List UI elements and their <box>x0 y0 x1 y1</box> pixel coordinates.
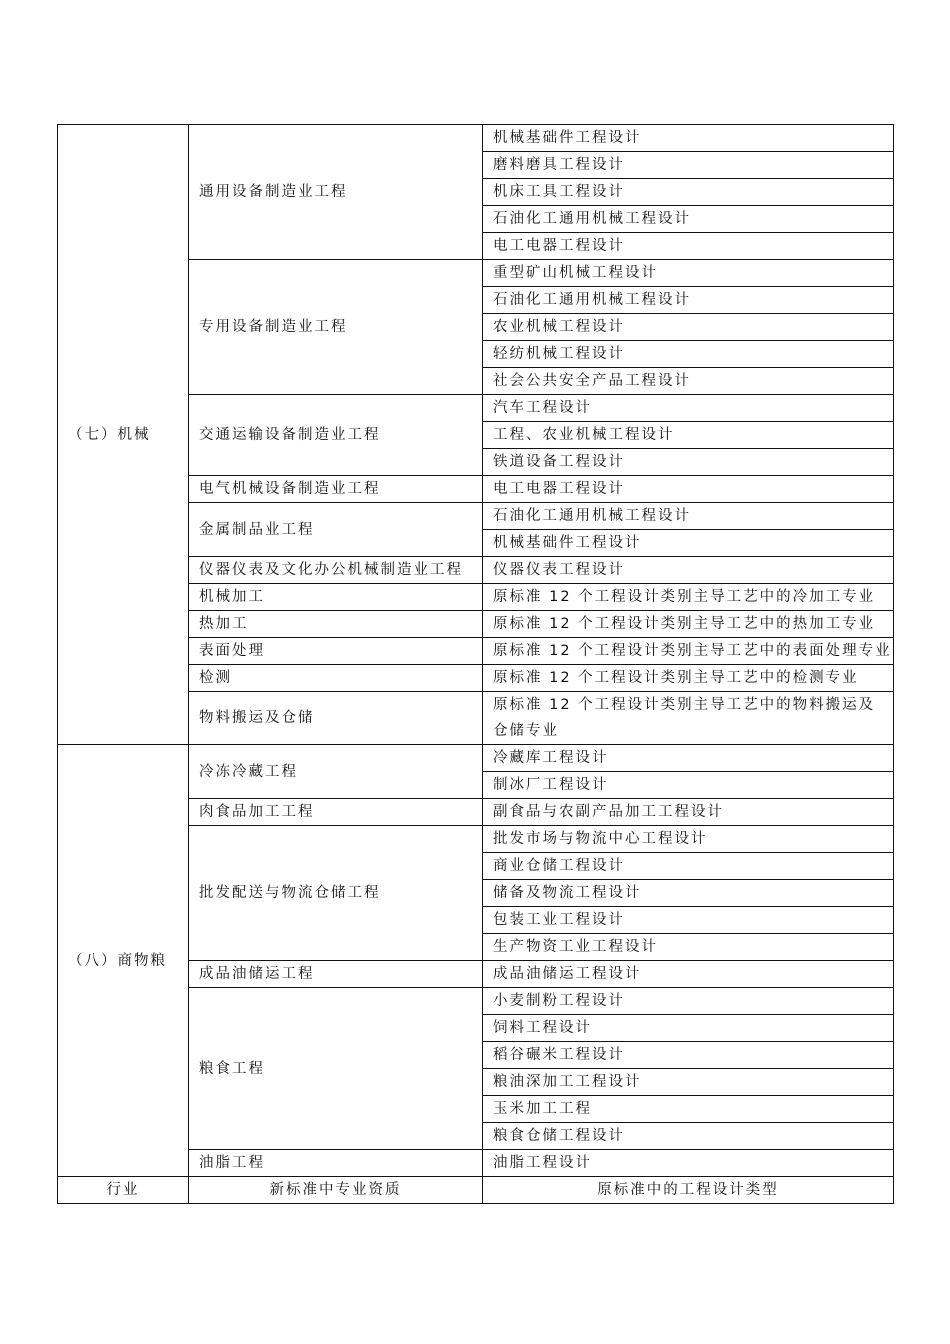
original-type-cell: 社会公共安全产品工程设计 <box>483 368 894 395</box>
qualification-cell: 机械加工 <box>189 584 483 611</box>
qualification-cell: 表面处理 <box>189 638 483 665</box>
qualification-mapping-table <box>57 124 894 1204</box>
original-type-cell: 商业仓储工程设计 <box>483 853 894 880</box>
original-type-cell: 铁道设备工程设计 <box>483 449 894 476</box>
qualification-cell: 油脂工程 <box>189 1150 483 1177</box>
qualification-cell: 粮食工程 <box>189 988 483 1150</box>
original-type-cell: 生产物资工业工程设计 <box>483 934 894 961</box>
original-type-cell: 工程、农业机械工程设计 <box>483 422 894 449</box>
qualification-cell: 专用设备制造业工程 <box>189 260 483 395</box>
original-type-cell: 稻谷碾米工程设计 <box>483 1042 894 1069</box>
original-type-cell: 饲料工程设计 <box>483 1015 894 1042</box>
original-type-cell: 磨料磨具工程设计 <box>483 152 894 179</box>
header-original-types: 原标准中的工程设计类型 <box>483 1177 894 1204</box>
qualification-cell: 仪器仪表及文化办公机械制造业工程 <box>189 557 483 584</box>
original-type-cell: 原标准 12 个工程设计类别主导工艺中的冷加工专业 <box>483 584 894 611</box>
original-type-cell: 石油化工通用机械工程设计 <box>483 206 894 233</box>
header-industry: 行业 <box>58 1177 189 1204</box>
original-type-cell: 电工电器工程设计 <box>483 476 894 503</box>
qualification-cell: 通用设备制造业工程 <box>189 125 483 260</box>
original-type-cell: 农业机械工程设计 <box>483 314 894 341</box>
qualification-cell: 成品油储运工程 <box>189 961 483 988</box>
original-type-cell: 电工电器工程设计 <box>483 233 894 260</box>
qualification-cell: 交通运输设备制造业工程 <box>189 395 483 476</box>
qualification-cell: 电气机械设备制造业工程 <box>189 476 483 503</box>
qualification-cell: 金属制品业工程 <box>189 503 483 557</box>
original-type-cell: 副食品与农副产品加工工程设计 <box>483 799 894 826</box>
original-type-cell: 小麦制粉工程设计 <box>483 988 894 1015</box>
header-new-qualification: 新标准中专业资质 <box>189 1177 483 1204</box>
original-type-cell: 冷藏库工程设计 <box>483 745 894 772</box>
original-type-cell: 石油化工通用机械工程设计 <box>483 503 894 530</box>
original-type-cell: 粮食仓储工程设计 <box>483 1123 894 1150</box>
original-type-cell: 机床工具工程设计 <box>483 179 894 206</box>
qualification-cell: 冷冻冷藏工程 <box>189 745 483 799</box>
table-row <box>58 745 894 772</box>
original-type-cell: 玉米加工工程 <box>483 1096 894 1123</box>
original-type-cell: 原标准 12 个工程设计类别主导工艺中的检测专业 <box>483 665 894 692</box>
original-type-cell: 机械基础件工程设计 <box>483 125 894 152</box>
table-row <box>58 125 894 152</box>
original-type-cell: 原标准 12 个工程设计类别主导工艺中的热加工专业 <box>483 611 894 638</box>
original-type-cell: 批发市场与物流中心工程设计 <box>483 826 894 853</box>
original-type-cell: 原标准 12 个工程设计类别主导工艺中的表面处理专业 <box>483 638 894 665</box>
original-type-cell: 油脂工程设计 <box>483 1150 894 1177</box>
qualification-cell: 物料搬运及仓储 <box>189 692 483 745</box>
table-body <box>58 125 894 1204</box>
original-type-cell: 仪器仪表工程设计 <box>483 557 894 584</box>
original-type-cell: 轻纺机械工程设计 <box>483 341 894 368</box>
original-type-cell: 石油化工通用机械工程设计 <box>483 287 894 314</box>
original-type-cell: 包装工业工程设计 <box>483 907 894 934</box>
qualification-cell: 热加工 <box>189 611 483 638</box>
original-type-cell: 粮油深加工工程设计 <box>483 1069 894 1096</box>
original-type-cell: 重型矿山机械工程设计 <box>483 260 894 287</box>
original-type-cell: 汽车工程设计 <box>483 395 894 422</box>
qualification-cell: 肉食品加工工程 <box>189 799 483 826</box>
industry-cell: （七）机械 <box>58 125 189 745</box>
original-type-cell: 原标准 12 个工程设计类别主导工艺中的物料搬运及仓储专业 <box>483 692 894 745</box>
qualification-cell: 检测 <box>189 665 483 692</box>
original-type-cell: 成品油储运工程设计 <box>483 961 894 988</box>
qualification-cell: 批发配送与物流仓储工程 <box>189 826 483 961</box>
original-type-cell: 制冰厂工程设计 <box>483 772 894 799</box>
header-row <box>58 1177 894 1204</box>
original-type-cell: 机械基础件工程设计 <box>483 530 894 557</box>
industry-cell: （八）商物粮 <box>58 745 189 1177</box>
original-type-cell: 储备及物流工程设计 <box>483 880 894 907</box>
